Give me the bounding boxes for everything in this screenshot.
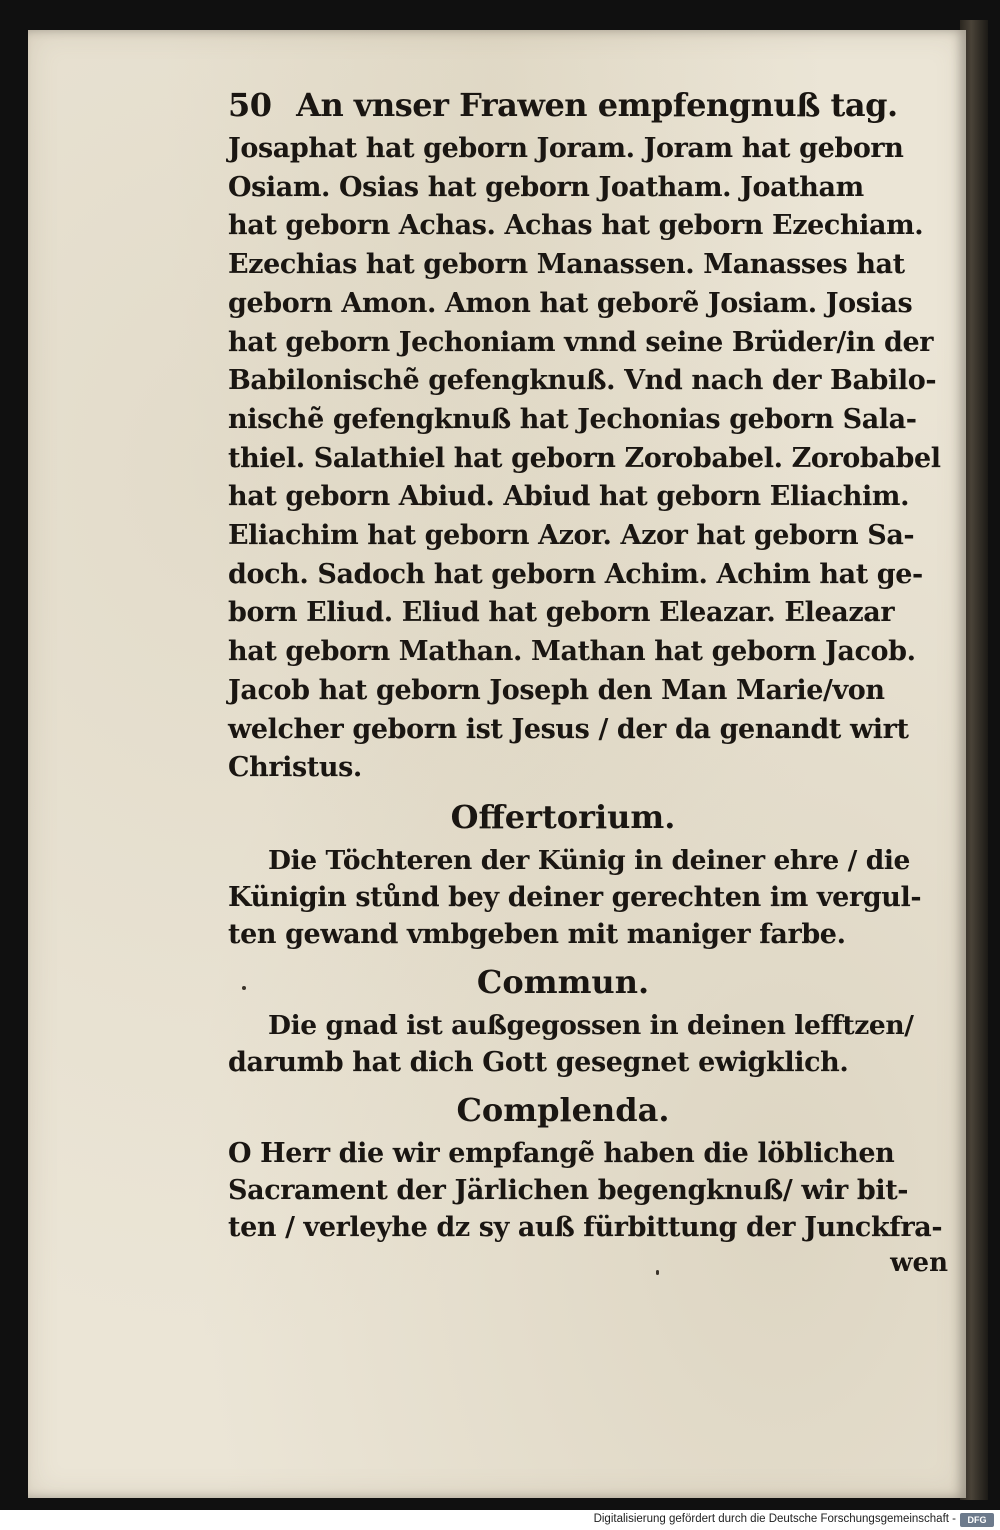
- running-header: [228, 80, 958, 130]
- text-line: Ezechias hat geborn Manassen. Manasses hat: [228, 249, 905, 281]
- complenda-paragraph: [228, 1135, 958, 1246]
- offertorium-heading: Offertorium.: [450, 797, 676, 836]
- text-line: ten gewand vmbgeben mit maniger farbe.: [228, 918, 846, 950]
- complenda-heading: Complenda.: [456, 1090, 670, 1129]
- dfg-logo: DFG: [960, 1513, 994, 1527]
- genealogy-paragraph: [228, 130, 958, 788]
- text-line: Josaphat hat geborn Joram. Joram hat geborn: [228, 133, 904, 164]
- text-line: Christus.: [228, 752, 362, 784]
- digitization-footer: [0, 1510, 1000, 1530]
- catchword: wen: [890, 1247, 948, 1278]
- text-line: hat geborn Jechoniam vnnd seine Brüder/in der: [228, 326, 934, 358]
- text-line: hat geborn Mathan. Mathan hat geborn Jacob.: [228, 636, 916, 668]
- text-line: hat geborn Abiud. Abiud hat geborn Eliachim.: [228, 481, 910, 513]
- commun-heading: Commun.: [476, 962, 650, 1001]
- text-line: welcher geborn ist Jesus / der da genandt wirt: [228, 713, 909, 745]
- page-number: 50: [228, 86, 272, 124]
- text-line: Osiam. Osias hat geborn Joatham. Joatham: [228, 171, 864, 203]
- catchword-row: [228, 1246, 958, 1280]
- offertorium-paragraph: [228, 842, 958, 953]
- text-line: born Eliud. Eliud hat geborn Eleazar. Eleazar: [228, 597, 895, 629]
- text-line: Babilonischẽ gefengknuß. Vnd nach der Babilo-: [228, 365, 937, 397]
- text-line: darumb hat dich Gott gesegnet ewigklich.: [228, 1046, 849, 1078]
- funding-credit: Digitalisierung gefördert durch die Deutsche Forschungsgemeinschaft -: [593, 1513, 956, 1525]
- running-head-title: An vnser Frawen empfengnuß tag.: [296, 86, 898, 124]
- text-line: thiel. Salathiel hat geborn Zorobabel. Zorobabel: [228, 442, 941, 474]
- text-line: Jacob hat geborn Joseph den Man Marie/von: [228, 674, 885, 706]
- text-line: Die Töchteren der Künig in deiner ehre / die: [268, 844, 910, 876]
- text-line: Künigin stůnd bey deiner gerechten im vergul-: [228, 881, 922, 913]
- text-line: Eliachim hat geborn Azor. Azor hat geborn Sa-: [228, 520, 915, 552]
- text-line: geborn Amon. Amon hat geborẽ Josiam. Josias: [228, 287, 913, 319]
- text-line: Sacrament der Järlichen begengknuß/ wir bit-: [228, 1174, 909, 1206]
- commun-paragraph: [228, 1007, 958, 1081]
- text-line: doch. Sadoch hat geborn Achim. Achim hat ge-: [228, 558, 923, 590]
- text-line: hat geborn Achas. Achas hat geborn Ezechiam.: [228, 210, 924, 242]
- text-line: O Herr die wir empfangẽ haben die löblichen: [228, 1137, 895, 1169]
- text-line: Die gnad ist außgegossen in deinen lefftzen/: [268, 1009, 914, 1041]
- text-line: ten / verleyhe dz sy auß fürbittung der Junckfra-: [228, 1211, 943, 1243]
- text-line: nischẽ gefengknuß hat Jechonias geborn Sala-: [228, 403, 917, 435]
- page-text: [228, 80, 958, 1280]
